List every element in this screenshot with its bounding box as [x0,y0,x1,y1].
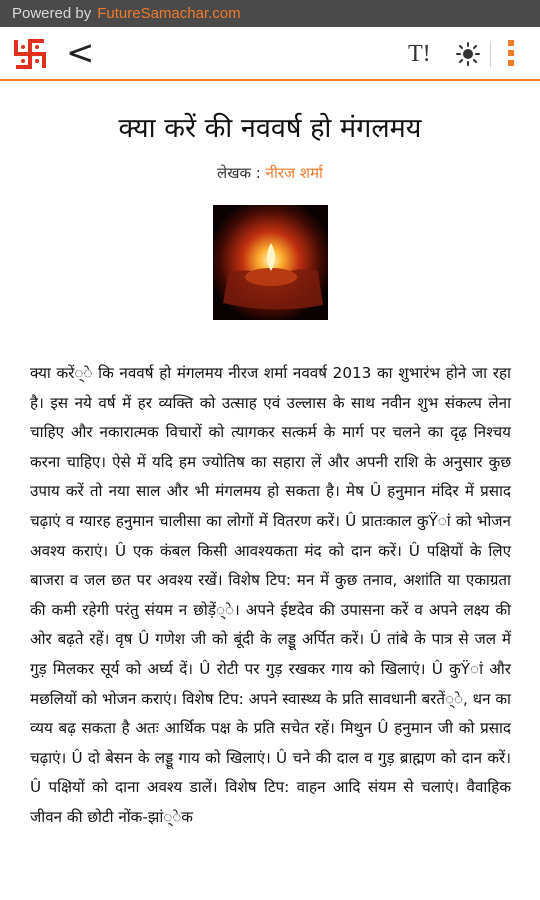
toolbar-divider [490,41,491,67]
author-line [0,163,540,183]
powered-by-brand-link[interactable]: FutureSamachar.com [97,5,241,22]
diya-photo [213,205,328,320]
article-title: क्या करें की नववर्ष हो मंगलमय [118,113,422,144]
author-name-link[interactable]: नीरज शर्मा [265,164,323,182]
powered-by-label: Powered by [12,5,92,22]
powered-by-banner [0,0,540,27]
swastika-logo-icon [10,37,50,71]
author-label: लेखक : [217,164,261,182]
article-body: क्या करें्े कि नववर्ष हो मंगलमय नीरज शर्मा नववर्ष 2013 का शुभारंभ होने जा रहा है। इस नये वर्ष में हर व्यक्ति को उत्साह एवं उल्लास के साथ नवीन शुभ संकल्प लेना चाहिए और नकारात्मक विचारों को त्यागकर सत्कर्म के मार्ग पर चलने का दृढ़ निश्चय करना चाहिए। ऐसे में यदि हम ज्योतिष का सहारा लें और अपनी राशि के अनुसार कुछ उपाय करें तो नया साल और भी मंगलमय हो सकता है। मेष Û हनुमान मंदिर में प्रसाद चढ़ाएं व ग्यारह हनुमान चालीसा का लोगों में वितरण करें। Û प्रातःकाल कुŸां को भोजन अवश्य कराएं। Û एक कंबल किसी आवश्यकता मंद को दान करें। Û पक्षियों के लिए बाजरा व जल छत पर अवश्य रखें। विशेष टिप: मन में कुछ तनाव, अशांति या एकाग्रता की कमी रहेगी परंतु संयम न छोड़ें्े। अपने ईष्टदेव की उपासना करें व अपने लक्ष्य की ओर बढ़ते रहें। वृष Û गणेश जी को बूंदी के लड्डू अर्पित करें। Û तांबे के पात्र से जल में गुड़ मिलकर सूर्य को अर्घ्य दें। Û रोटी पर गुड़ रखकर गाय को खिलाएं। Û कुŸां और मछलियों को भोजन कराएं। विशेष टिप: अपने स्वास्थ्य के प्रति सावधानी बरतें्े, धन का व्यय बढ़ सकता है अतः आर्थिक पक्ष के प्रति सचेत रहें। मिथुन Û हनुमान जी को प्रसाद चढ़ाएं। Û दो बेसन के लड्डू गाय को खिलाएं। Û चने की दाल व गुड़ ब्राह्मण को दान करें। Û पक्षियों को दाना अवश्य डालें। विशेष टिप: वाहन आदि संयम से चलाएं। वैवाहिक जीवन की छोटी नोंक-झां्ेक [30,364,511,826]
font-size-button[interactable]: T! [408,41,431,67]
back-button[interactable]: < [66,33,95,73]
overflow-menu-icon[interactable] [508,40,514,68]
sun-icon[interactable] [455,41,481,67]
app-toolbar [0,27,540,81]
